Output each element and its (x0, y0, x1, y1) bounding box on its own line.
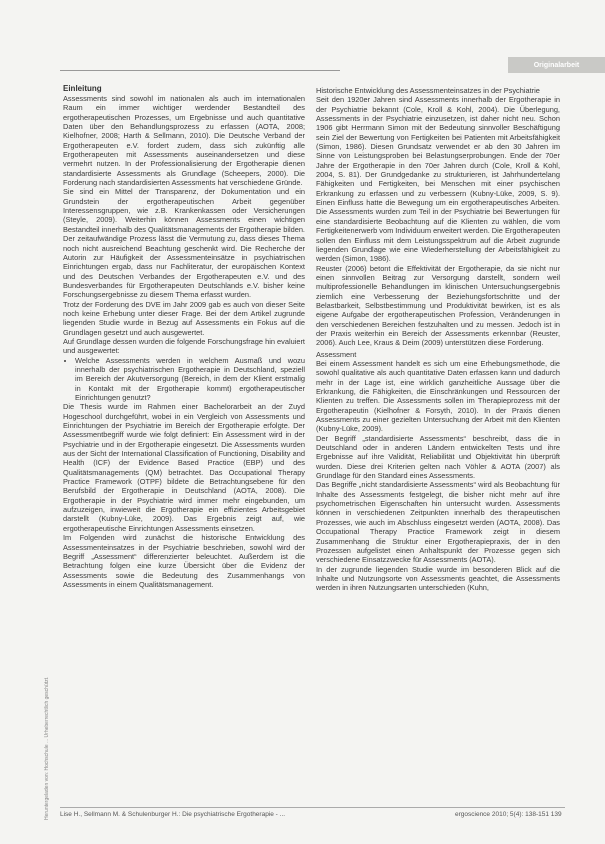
footer-rule (60, 807, 565, 808)
section-heading: Historische Entwicklung des Assessmenteinsatzes in der Psychiatrie (316, 86, 540, 95)
section-tab: Originalarbeit (508, 57, 605, 73)
paragraph: Der Begriff „standardisierte Assessments“ beschreibt, dass die in Deutschland oder in anderen Ländern entwickelten Tests und ihre Ergebnisse auf ihre Validität, Reliabilität und Objektivität hin überprüft wurden. Diese drei Kriterien gelten nach Vöhler & AOTA (2007) als Grundlage für den Standard eines Assessments. (316, 433, 560, 481)
footer-page-info: ergoscience 2010; 5(4): 138-151 139 (455, 811, 562, 818)
paragraph: Im Folgenden wird zunächst die historische Entwicklung des Assessmenteinsatzes in der Psychiatrie beschrieben, sowohl wird der Begriff „Assessment“ differenzierter beleuchtet. Außerdem ist die Betrachtung folgen eine kurze Übersicht über die Evidenz der Assessments sowie die Bedeutung des Zusammenhangs von Assessments in einem Qualitätsmanagement. (63, 533, 305, 589)
paragraph: Reuster (2006) betont die Effektivität der Ergotherapie, da sie nicht nur einen sinnvollen Beitrag zur Versorgung darstellt, sondern weil multiprofessionelle Behandlungen im klinischen Untersuchungsergebnis ziemlich eine Verbesserung der Beziehungsfortschritte und der Belastbarkeit, Selbstbestimmung und Produktivität bewirken, ist es als eigene Aufgabe der ergotherapeutischen Profession, Veränderungen in den verschiedenen Bereichen festzuhalten und zu messen. Jedoch ist in der Praxis weiterhin ein Bereich der Assessments erkennbar (Reuster, 2006). Auch Lee, Kraus & Deim (2009) unterstützen diese Forderung. (316, 263, 560, 348)
side-download-note: Heruntergeladen von: Hochschule ... Urheberrechtlich geschützt. (44, 676, 50, 820)
subsection-heading: Assessment (316, 349, 357, 359)
header-rule (60, 70, 340, 71)
section-heading: Einleitung (63, 84, 102, 93)
paragraph: Das Begriffe „nicht standardisierte Assessments“ wird als Beobachtung für Inhalte des Assessments festgelegt, die bisher nicht mehr auf ihre psychometrischen Eigenschaften hin untersucht wurden. Assessments können in verschiedenen Zeitpunkten innerhalb des therapeutischen Prozesses, wie auch im Abschluss eingesetzt werden (AOTA, 2008). Das Occupational Therapy Practice Framework zeigt in diesem Zusammenhang die Struktur einer Ergotherapiepraxis, der in den Prozessen aufgelistet einen Anhaltspunkt der Prozesse gegen sich verschiedene Einsatzzwecke für Assessments (AOTA). (316, 480, 560, 565)
paragraph: Sie sind ein Mittel der Transparenz, der Dokumentation und ein Grundstein der ergotherapeutischen Arbeit gegenüber Interessensgruppen, wie z.B. Krankenkassen oder Versicherungen (Steyle, 2009). Weiterhin können Assessments einen wichtigen Bestandteil innerhalb des Qualitätsmanagements der Ergotherapie bilden. Der zeitaufwändige Prozess lässt die Vermutung zu, dass dieses Thema noch nicht ausreichend Beachtung geschenkt wird. Die Recherche der Autorin zur Häufigkeit der Assessmenteinsätze in psychiatrischen Einrichtungen ergab, dass nur Fachliteratur, der europäischen Kontext und des Deutschen Verbandes der Ergotherapeuten e.V. und des Bundesverbandes für Ergotherapeuten Deutschlands e.V. bisher keine Forschungsergebnisse zu diesem Thema erfasst wurden. (63, 187, 305, 300)
paragraph: Auf Grundlage dessen wurden die folgende Forschungsfrage hin evaluiert und ausgewertet: (63, 336, 305, 356)
right-column (316, 84, 560, 593)
bullet-list (63, 356, 305, 403)
paragraph: Assessments sind sowohl im nationalen als auch im internationalen Raum ein immer wichtiger werdender Bestandteil des ergotherapeutischen Prozesses, um Ergebnisse und auch quantitative Daten über den Behandlungsprozess zu erfassen (AOTA, 2008; Kielhofner, 2008; Harth & Sellmann, 2010). Die Deutsche Verband der Ergotherapeuten e.V. fordert zudem, dass sich zukünftig alle Ergotherapeuten mit Assessments auseinandersetzen und diese vermehrt nutzen. In der Professionalisierung der Ergotherapie dienen standardisierte Assessments als Grundlage (Scheepers, 2000). Die Forderung nach standardisierten Assessments hat verschiedene Gründe. (63, 94, 305, 188)
footer-citation: Lise H., Sellmann M. & Schulenburger H.: Die psychiatrische Ergotherapie - ... (60, 811, 286, 818)
paragraph: In der zugrunde liegenden Studie wurde im besonderen Blick auf die Inhalte und Nutzungsorte von Assessments geachtet, die Assessments werden in ihren Nutzungsarten unterschieden (Kuhn, (316, 564, 560, 593)
paragraph: Trotz der Forderung des DVE im Jahr 2009 gab es auch von dieser Seite noch keine Erhebung unter dieser Frage. Bei der dem Artikel zugrunde liegenden Studie wurde in Bezug auf Assessments ein Fokus auf die Grundlagen gesetzt und auch ausgewertet. (63, 299, 305, 337)
paragraph: Bei einem Assessment handelt es sich um eine Erhebungsmethode, die sowohl qualitative als auch quantitative Daten erfassen kann und dadurch mehr in der Lage ist, eine wirklich ganzheitliche Aussage über die Erkrankung, die Fähigkeiten, die Einschränkungen und Ressourcen der Klienten zu treffen. Die Assessments sollen im Therapieprozess mit der Ergotherapeutin (Kielhofner & Forsyth, 2010). In der Praxis dienen Assessments zu einer gezielten Untersuchung der Arbeit mit den Klienten (Kubny-Lüke, 2009). (316, 358, 560, 434)
paragraph: Seit den 1920er Jahren sind Assessments innerhalb der Ergotherapie in der Psychiatrie bekannt (Cole, Kroll & Kohl, 2004). Die Überlegung, Assessments in der Psychiatrie einzusetzen, ist daher nicht neu. Schon 1906 gibt Herrmann Simon mit der Bedeutung sinnvoller Beschäftigung sein Ziel der Bewertung von Fertigkeiten bei Patienten mit Arbeitsfähigkeit (Simon, 1986). Diesen Grundsatz verwendet er ab den 30 Jahren im Sinne von Leistungsproben bei Belastungserprobungen. Ende der 70er Jahre der Ergotherapie in den 70er Jahren durch (Cole, Kroll & Kohl, 2004, S. 81). Der Grundgedanke zu strukturieren, ist Jahrhundertelang Fähigkeiten und Fertigkeiten, bei Menschen mit einer psychischen Erkrankung zu erfassen und zu verbessern (Kubny-Lüke, 2009, S. 9). Einen Einfluss hatte die Bewegung um ein ergotherapeutisches Arbeiten. Die Assessments wurden zum Teil in der Psychiatrie bei Bewertungen für eine standardisierte Beobachtung auf die Klienten zu wählen, die vom Fertigkeitenerwerb vom Individuum erweitert werden. Die Ergotherapeuten sollen den Einfluss mit dem Leistungsspektrum auf die Arbeit zugrunde liegenden Grundlage wie eine Wiederherstellung der Arbeitsfähigkeit zu werden (Simon, 1986). (316, 95, 561, 264)
paragraph: Die Thesis wurde im Rahmen einer Bachelorarbeit an der Zuyd Hogeschool durchgeführt, wobei in ein Vergleich von Assessments und Einrichtungen der Psychiatrie im Bereich der Ergotherapie erfolgte. Der Assessmentbegriff wurde wie folgt definiert: Ein Assessment wird in der Psychiatrie und in der Ergotherapie eingesetzt. Die Assessments wurden aus der Sicht der International Classification of Functioning, Disability and Health (ICF) der Evidence Based Practice (EBP) und des Qualitätsmanagements (QM) betrachtet. Das Occupational Therapy Practice Framework (OTPF) bildete die Betrachtungsebene für den Berufsbild der Ergotherapie in Deutschland (AOTA, 2008). Die Ergotherapie in der Psychiatrie wird immer mehr eingebunden, um aufzuzeigen, inwieweit die Ergotherapie ein effizientes Arbeitsgebiet darstellt (Kubny-Lüke, 2009). Das Ergebnis zeigt auf, wie ergotherapeutische Einrichtungen Assessments einsetzen. (63, 402, 305, 533)
list-item: • Welche Assessments werden in welchem Ausmaß und wozu innerhalb der psychiatrischen Ergotherapie in Deutschland, speziell im Bereich der Akutversorgung (Bereich, in dem der Klient erstmalig in Kontakt mit der Ergotherapie kommt) ergotherapeutischer Einrichtungen genutzt? (75, 356, 305, 403)
left-column (63, 84, 305, 589)
